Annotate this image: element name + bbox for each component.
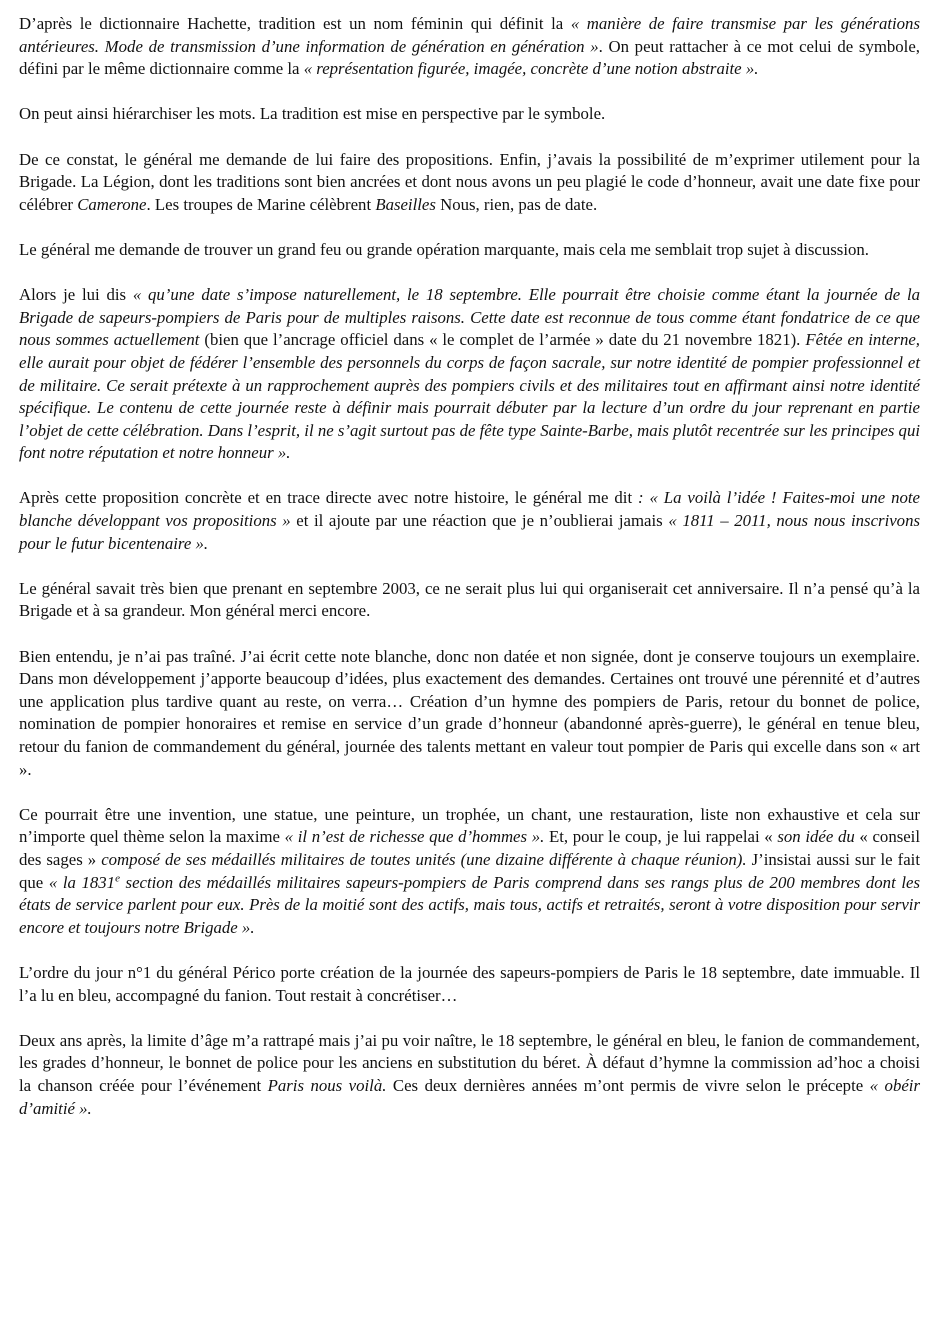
italic-text-run: Baseilles	[375, 194, 436, 214]
italic-text-run: « il n’est de richesse que d’hommes ».	[284, 827, 545, 847]
italic-text-run: son idée du	[777, 827, 855, 847]
paragraph	[19, 284, 920, 465]
text-run: Et, pour le coup, je lui rappelai «	[544, 827, 778, 847]
italic-text-run: Paris nous voilà.	[267, 1075, 387, 1095]
text-run: et il ajoute par une réaction que je n’oublierai jamais	[290, 511, 669, 531]
text-run: . On peut rattacher à ce mot celui de symbole, défini par le même dictionnaire comme la	[19, 36, 920, 79]
paragraph	[19, 804, 920, 940]
paragraph	[19, 646, 920, 782]
text-run: Bien entendu, je n’ai pas traîné. J’ai écrit cette note blanche, donc non datée et non signée, dont je conserve toujours un exemplaire. Dans mon développement j’apporte beaucoup d’idées, plus exactement des demandes. Certaines ont trouvé une pérennité et d’autres une application plus tardive quant au reste, on verra… Création d’un hymne des pompiers de Paris, retour du bonnet de police, nomination de pompier honoraires et remise en service d’un grade d’honneur (abandonné après-guerre), le général en tenue bleu, retour du fanion de commandement du général, journée des talents mettant en valeur tout pompier de Paris qui excelle dans son « art ».	[19, 646, 920, 779]
italic-text-run: Camerone	[77, 194, 147, 214]
text-run: (bien que l’ancrage officiel dans « le complet de l’armée » date du 21 novembre 1821).	[199, 330, 806, 350]
italic-text-run: « qu’une date s’impose naturellement, le 18 septembre. Elle pourrait être choisie comme étant la journée de la Brigade de sapeurs-pompiers de Paris pour de multiples raisons. Cette date est reconnue de tous comme étant fondatrice de ce que nous sommes actuellement	[19, 285, 920, 350]
italic-text-run: « obéir d’amitié ».	[19, 1075, 920, 1118]
text-run: . Les troupes de Marine célèbrent	[146, 194, 376, 214]
text-run: J’insistai aussi sur le fait que	[19, 849, 920, 892]
text-run: Le général savait très bien que prenant en septembre 2003, ce ne serait plus lui qui organiserait cet anniversaire. Il n’a pensé qu’à la Brigade et à sa grandeur. Mon général merci encore.	[19, 578, 920, 621]
italic-text-run: Fêtée en interne, elle aurait pour objet de fédérer l’ensemble des personnels du corps de façon sacrale, sur notre identité de pompier professionnel et de militaire. Ce serait prétexte à un rapprochement auprès des pompiers civils et des militaires tout en affirmant ainsi notre identité spécifique. Le contenu de cette journée reste à définir mais pourrait débuter par la lecture d’un ordre du jour reprenant en partie l’objet de cette célébration. Dans l’esprit, il ne s’agit surtout pas de fête type Sainte-Barbe, mais plutôt recentrée sur les principes qui font notre réputation et notre honneur ».	[19, 330, 921, 463]
text-run: De ce constat, le général me demande de lui faire des propositions. Enfin, j’avais la possibilité de m’exprimer utilement pour la Brigade. La Légion, dont les traditions sont bien ancrées et dont nous avons un peu plagié le code d’honneur, avait une date fixe pour célébrer	[19, 149, 920, 214]
paragraph	[19, 239, 920, 262]
text-run: L’ordre du jour n°1 du général Périco porte création de la journée des sapeurs-pompiers de Paris le 18 septembre, date immuable. Il l’a lu en bleu, accompagné du fanion. Tout restait à concrétiser…	[19, 962, 920, 1005]
text-run: Ce pourrait être une invention, une statue, une peinture, un trophée, un chant, une restauration, liste non exhaustive et cela sur n’importe quel thème selon la maxime	[19, 804, 920, 847]
italic-text-run: : « La voilà l’idée ! Faites-moi une note blanche développant vos propositions »	[19, 488, 920, 531]
italic-text-run: « représentation figurée, imagée, concrète d’une notion abstraite ».	[303, 59, 759, 79]
italic-text-run: « manière de faire transmise par les générations antérieures. Mode de transmission d’une information de génération en génération »	[19, 14, 920, 56]
paragraph	[19, 1030, 920, 1120]
italic-text-run: composé de ses médaillés militaires de toutes unités (une dizaine différente à chaque réunion).	[101, 849, 747, 869]
text-run: D’après le dictionnaire Hachette, tradition est un nom féminin qui définit la	[19, 14, 571, 33]
paragraph	[19, 13, 920, 81]
document-page	[19, 13, 920, 1143]
italic-text-run: section des médaillés militaires sapeurs-pompiers de Paris comprend dans ses rangs plus de 200 membres dont les états de service parlent pour eux. Près de la moitié sont des actifs, mais tous, actifs et retraités, seront à votre disposition pour servir encore et toujours notre Brigade ».	[19, 872, 920, 937]
text-run: Ces deux dernières années m’ont permis de vivre selon le précepte	[386, 1075, 870, 1095]
text-run: Alors je lui dis	[19, 285, 133, 305]
text-run: « conseil des sages »	[19, 827, 921, 869]
text-run: Deux ans après, la limite d’âge m’a rattrapé mais j’ai pu voir naître, le 18 septembre, le général en bleu, le fanion de commandement, les grades d’honneur, le bonnet de police pour les anciens en substitution du béret. À défaut d’hymne la commission ad’hoc a choisi la chanson créée pour l’événement	[19, 1030, 920, 1095]
text-run: Le général me demande de trouver un grand feu ou grande opération marquante, mais cela me semblait trop sujet à discussion.	[19, 239, 869, 259]
paragraph	[19, 149, 920, 217]
italic-text-run: e	[115, 871, 120, 884]
text-run: On peut ainsi hiérarchiser les mots. La tradition est mise en perspective par le symbole.	[19, 104, 606, 124]
text-run: Nous, rien, pas de date.	[435, 194, 598, 214]
italic-text-run: « 1811 – 2011, nous nous inscrivons pour le futur bicentenaire ».	[19, 511, 920, 553]
italic-text-run: « la 1831	[48, 872, 116, 892]
paragraph	[19, 103, 920, 126]
paragraph	[19, 487, 920, 555]
paragraph	[19, 578, 920, 623]
paragraph	[19, 962, 920, 1007]
text-run: Après cette proposition concrète et en trace directe avec notre histoire, le général me dit	[19, 488, 638, 508]
